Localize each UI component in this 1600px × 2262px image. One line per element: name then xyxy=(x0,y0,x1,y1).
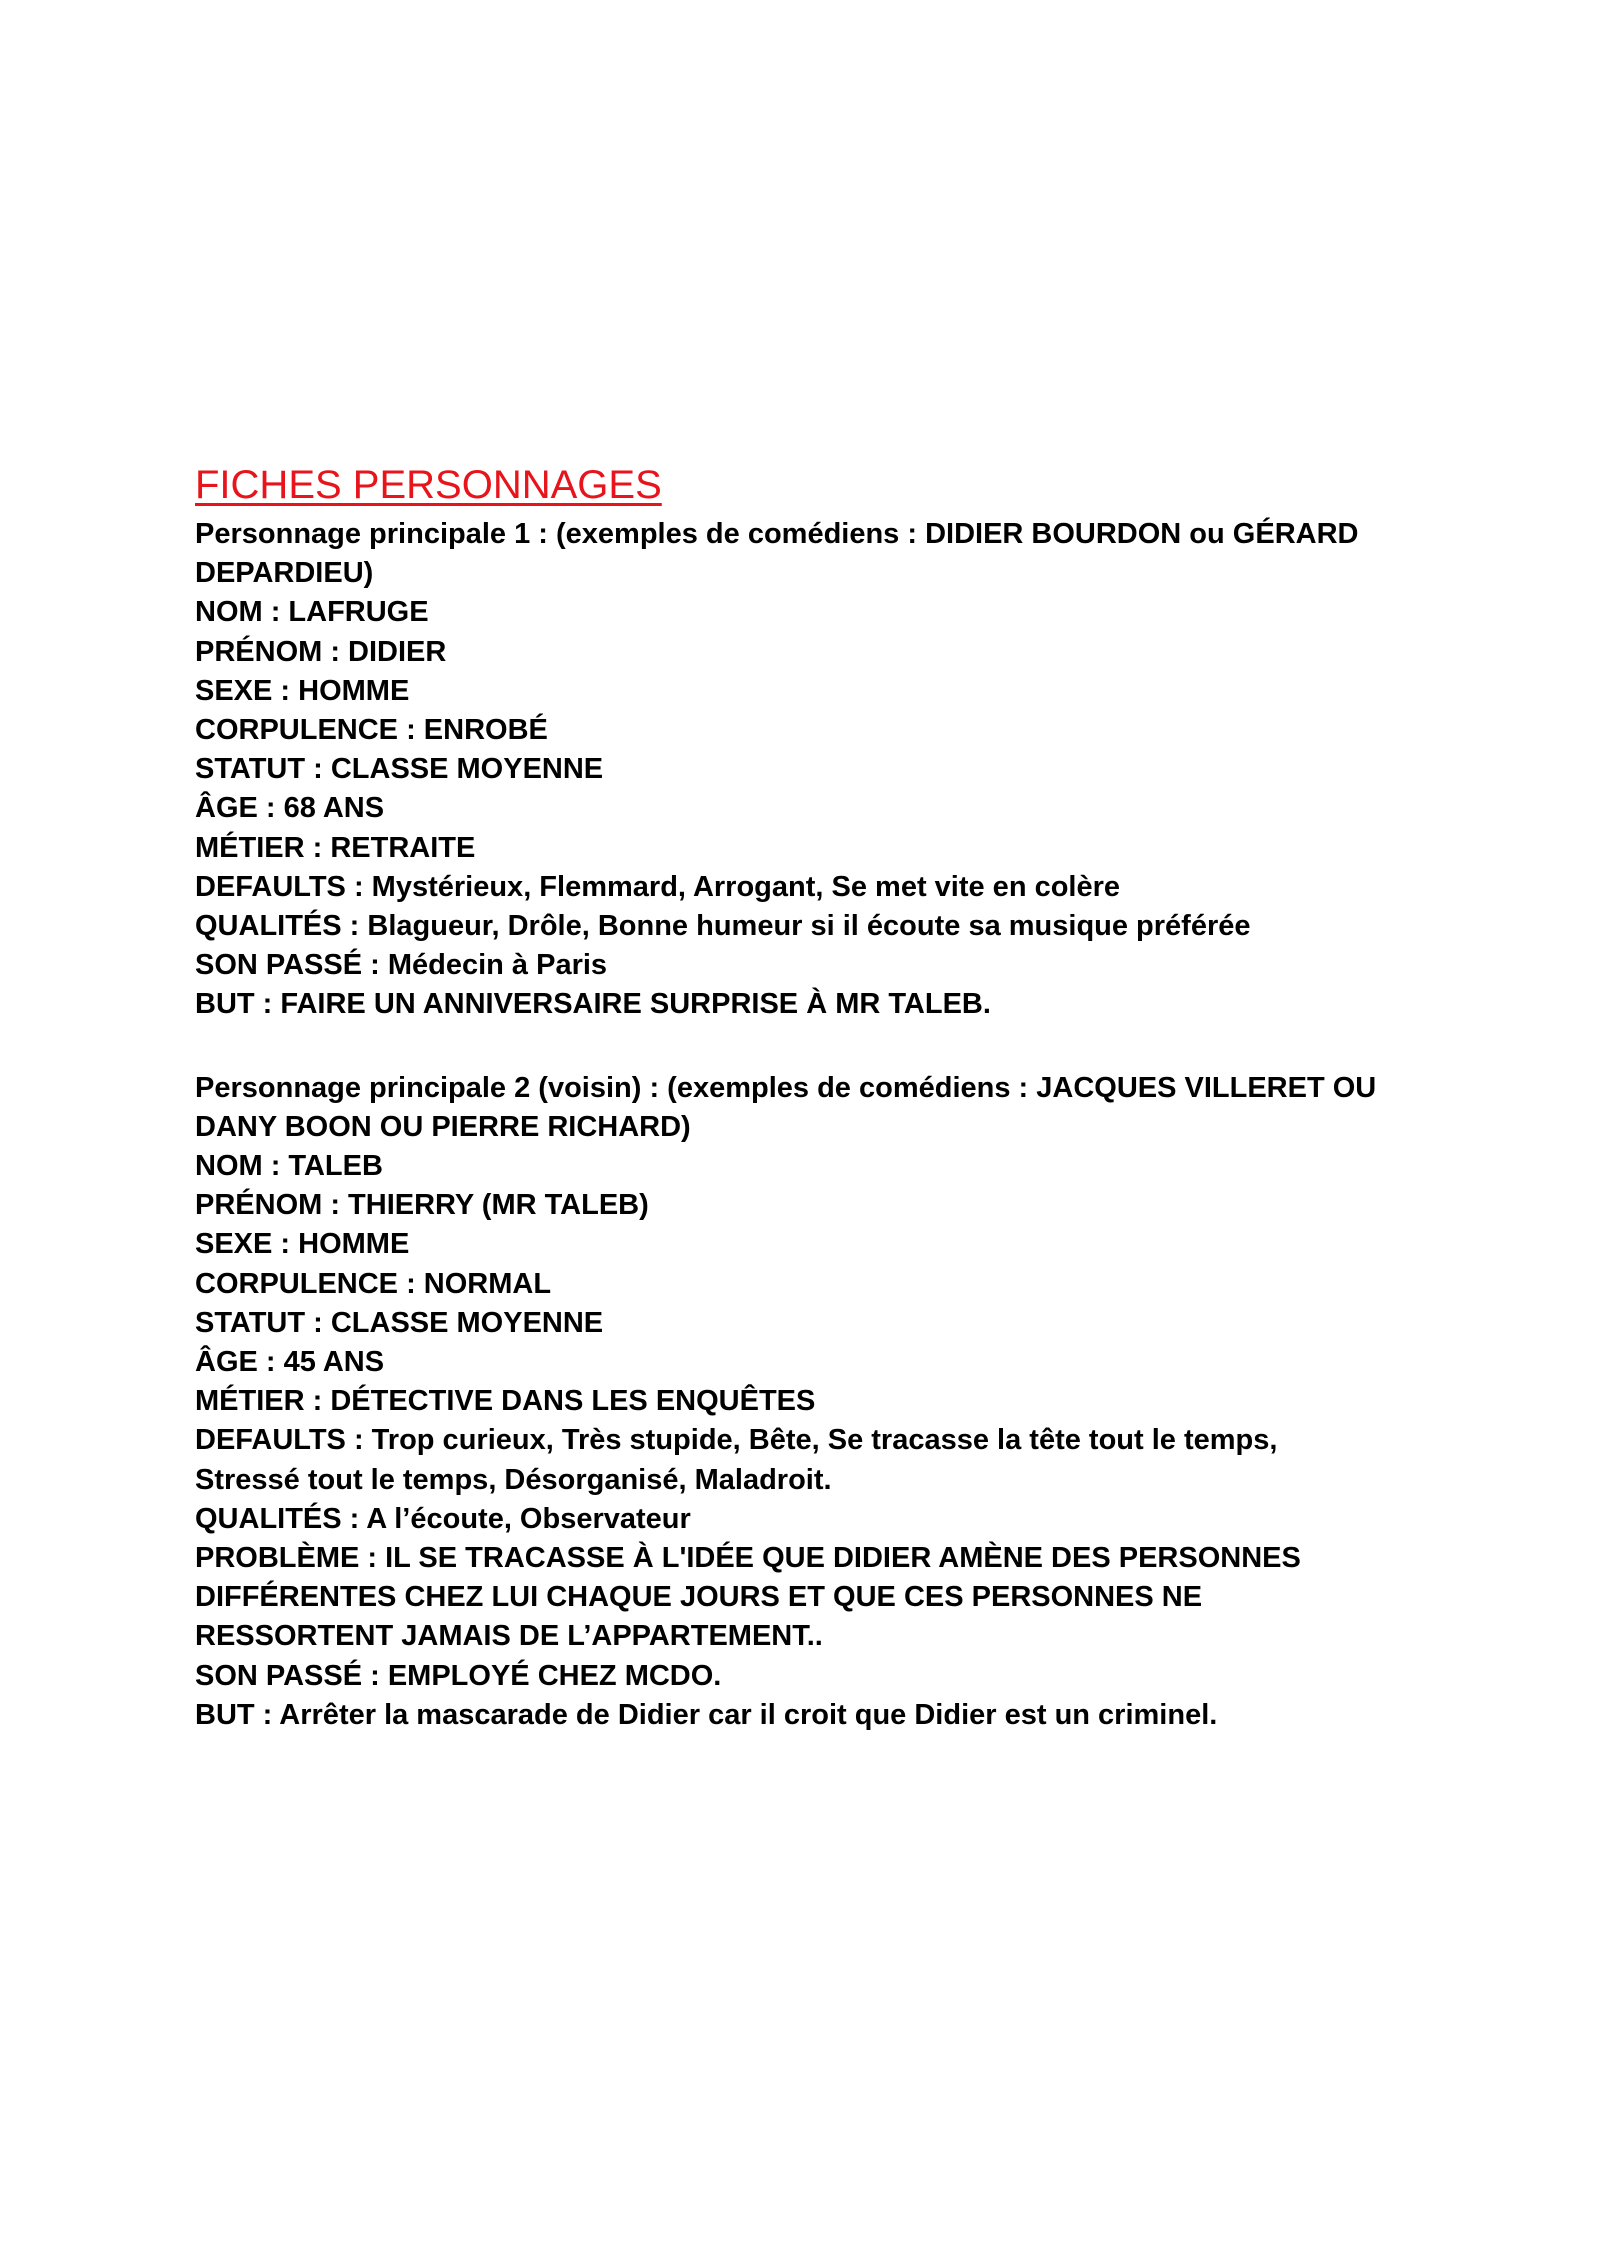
character-2-nom: NOM : TALEB xyxy=(195,1150,383,1183)
character-1-qualites: QUALITÉS : Blagueur, Drôle, Bonne humeur si il écoute sa musique préférée xyxy=(195,910,1251,943)
character-2-qualites: QUALITÉS : A l’écoute, Observateur xyxy=(195,1502,691,1535)
character-2-probleme: PROBLÈME : IL SE TRACASSE À L'IDÉE QUE DIDIER AMÈNE DES PERSONNES xyxy=(195,1542,1301,1575)
character-1-prenom: PRÉNOM : DIDIER xyxy=(195,635,447,668)
character-2-probleme-cont-1: DIFFÉRENTES CHEZ LUI CHAQUE JOURS ET QUE CES PERSONNES NE xyxy=(195,1581,1203,1614)
character-2-corpulence: CORPULENCE : NORMAL xyxy=(195,1267,552,1300)
character-2-prenom: PRÉNOM : THIERRY (MR TALEB) xyxy=(195,1189,649,1222)
character-1-corpulence: CORPULENCE : ENROBÉ xyxy=(195,714,548,747)
character-2-statut: STATUT : CLASSE MOYENNE xyxy=(195,1306,604,1339)
character-1-heading-cont: DEPARDIEU) xyxy=(195,557,374,590)
character-2-defaults: DEFAULTS : Trop curieux, Très stupide, Bête, Se tracasse la tête tout le temps, xyxy=(195,1424,1278,1457)
character-1-statut: STATUT : CLASSE MOYENNE xyxy=(195,753,604,786)
character-1-heading: Personnage principale 1 : (exemples de comédiens : DIDIER BOURDON ou GÉRARD xyxy=(195,518,1359,550)
character-1-defaults: DEFAULTS : Mystérieux, Flemmard, Arrogant, Se met vite en colère xyxy=(195,870,1121,903)
section-gap xyxy=(195,1025,1495,1069)
character-1-sheet xyxy=(195,515,1495,1025)
character-2-heading: Personnage principale 2 (voisin) : (exemples de comédiens : JACQUES VILLERET OU xyxy=(195,1071,1377,1104)
character-2-age: ÂGE : 45 ANS xyxy=(195,1346,385,1379)
character-2-sexe: SEXE : HOMME xyxy=(195,1228,410,1261)
character-2-probleme-cont-2: RESSORTENT JAMAIS DE L’APPARTEMENT.. xyxy=(195,1620,823,1653)
character-1-nom: NOM : LAFRUGE xyxy=(195,596,429,629)
character-2-metier: MÉTIER : DÉTECTIVE DANS LES ENQUÊTES xyxy=(195,1385,816,1418)
character-2-heading-cont: DANY BOON OU PIERRE RICHARD) xyxy=(195,1110,691,1143)
character-2-but: BUT : Arrêter la mascarade de Didier car il croit que Didier est un criminel. xyxy=(195,1698,1218,1731)
character-1-son-passe: SON PASSÉ : Médecin à Paris xyxy=(195,949,608,982)
character-1-age: ÂGE : 68 ANS xyxy=(195,792,385,825)
character-1-metier: MÉTIER : RETRAITE xyxy=(195,831,476,864)
document-title: FICHES PERSONNAGES xyxy=(195,463,662,507)
document-page xyxy=(195,455,1495,1735)
character-2-defaults-cont: Stressé tout le temps, Désorganisé, Maladroit. xyxy=(195,1463,832,1496)
character-1-but: BUT : FAIRE UN ANNIVERSAIRE SURPRISE À MR TALEB. xyxy=(195,988,991,1021)
character-2-son-passe: SON PASSÉ : EMPLOYÉ CHEZ MCDO. xyxy=(195,1659,722,1692)
character-1-sexe: SEXE : HOMME xyxy=(195,674,410,707)
character-2-sheet xyxy=(195,1069,1495,1735)
